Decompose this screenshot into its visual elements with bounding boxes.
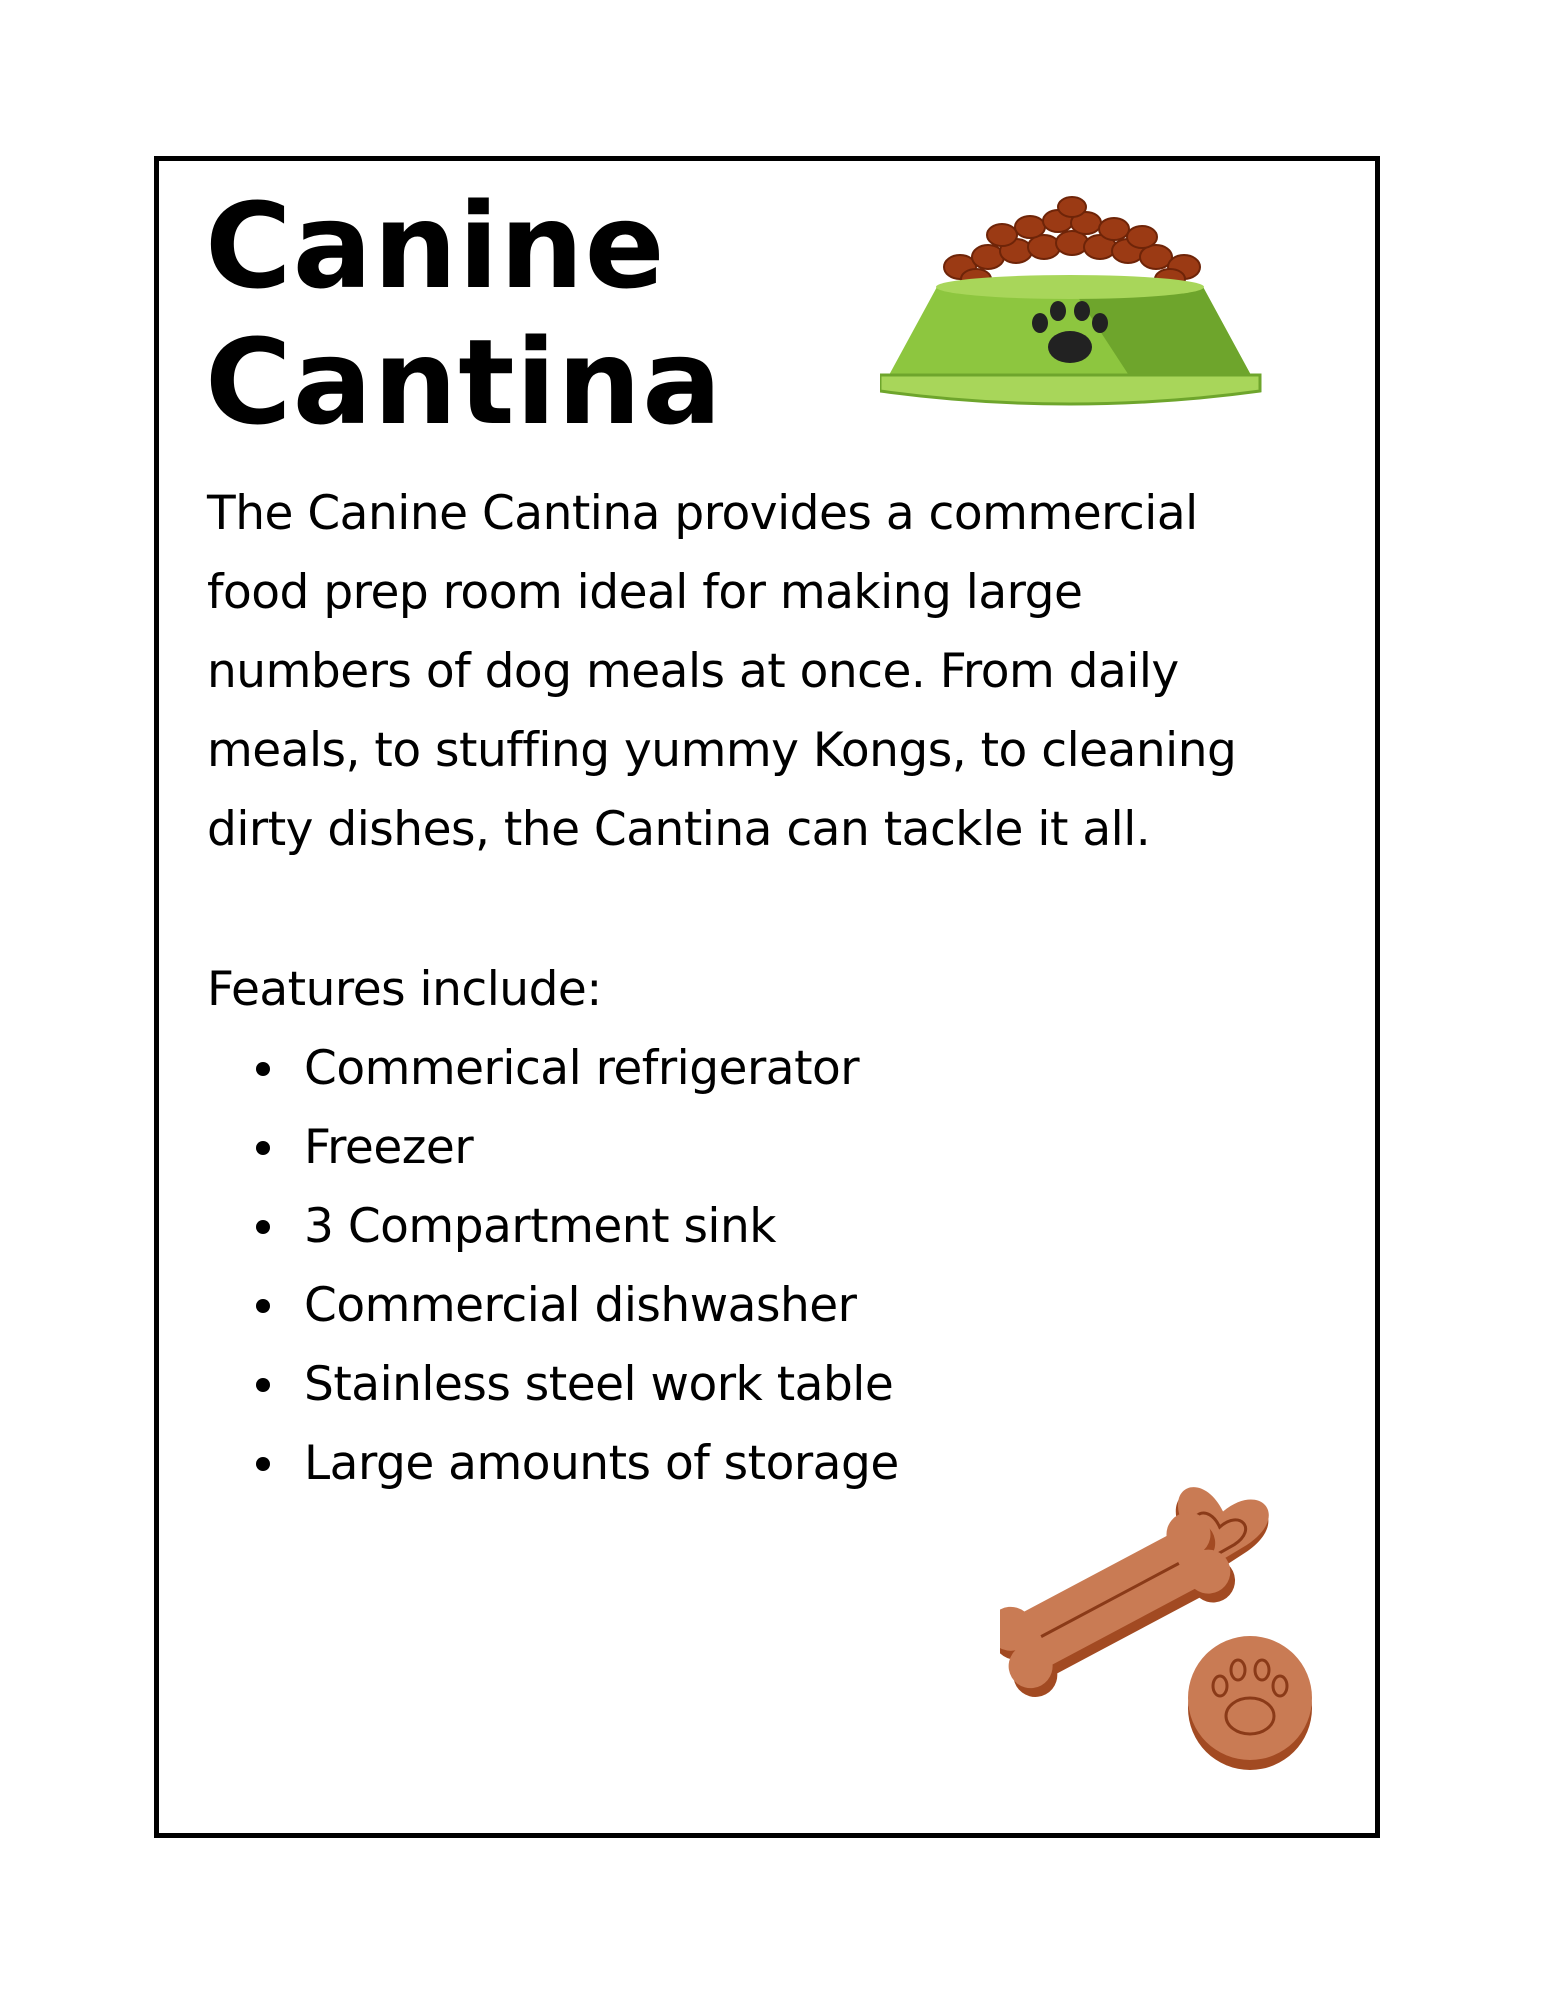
bullet-icon bbox=[256, 1220, 270, 1234]
description-text: The Canine Cantina provides a commercial food prep room ideal for making large numbers of dog meals at once. From daily meals, to stuffing yummy Kongs, to cleaning dirty dishes, the Cantina can tackle it all. bbox=[207, 486, 1237, 857]
title-line-2: Cantina bbox=[205, 313, 723, 451]
feature-item: Large amounts of storage bbox=[250, 1424, 899, 1503]
bullet-icon bbox=[256, 1457, 270, 1471]
feature-item: Stainless steel work table bbox=[250, 1345, 899, 1424]
feature-item: Commerical refrigerator bbox=[250, 1029, 899, 1108]
dog-food-bowl-icon bbox=[880, 195, 1280, 425]
feature-item: Freezer bbox=[250, 1108, 899, 1187]
page-title bbox=[205, 178, 723, 450]
bullet-icon bbox=[256, 1141, 270, 1155]
features-heading: Features include: bbox=[207, 962, 602, 1017]
feature-item: Commercial dishwasher bbox=[250, 1266, 899, 1345]
dog-treats-icon bbox=[1000, 1460, 1345, 1780]
features-list bbox=[250, 1029, 899, 1503]
feature-item: 3 Compartment sink bbox=[250, 1187, 899, 1266]
paw-treat-icon bbox=[1188, 1636, 1312, 1770]
bullet-icon bbox=[256, 1378, 270, 1392]
bullet-icon bbox=[256, 1062, 270, 1076]
bullet-icon bbox=[256, 1299, 270, 1313]
title-line-1: Canine bbox=[205, 177, 666, 315]
